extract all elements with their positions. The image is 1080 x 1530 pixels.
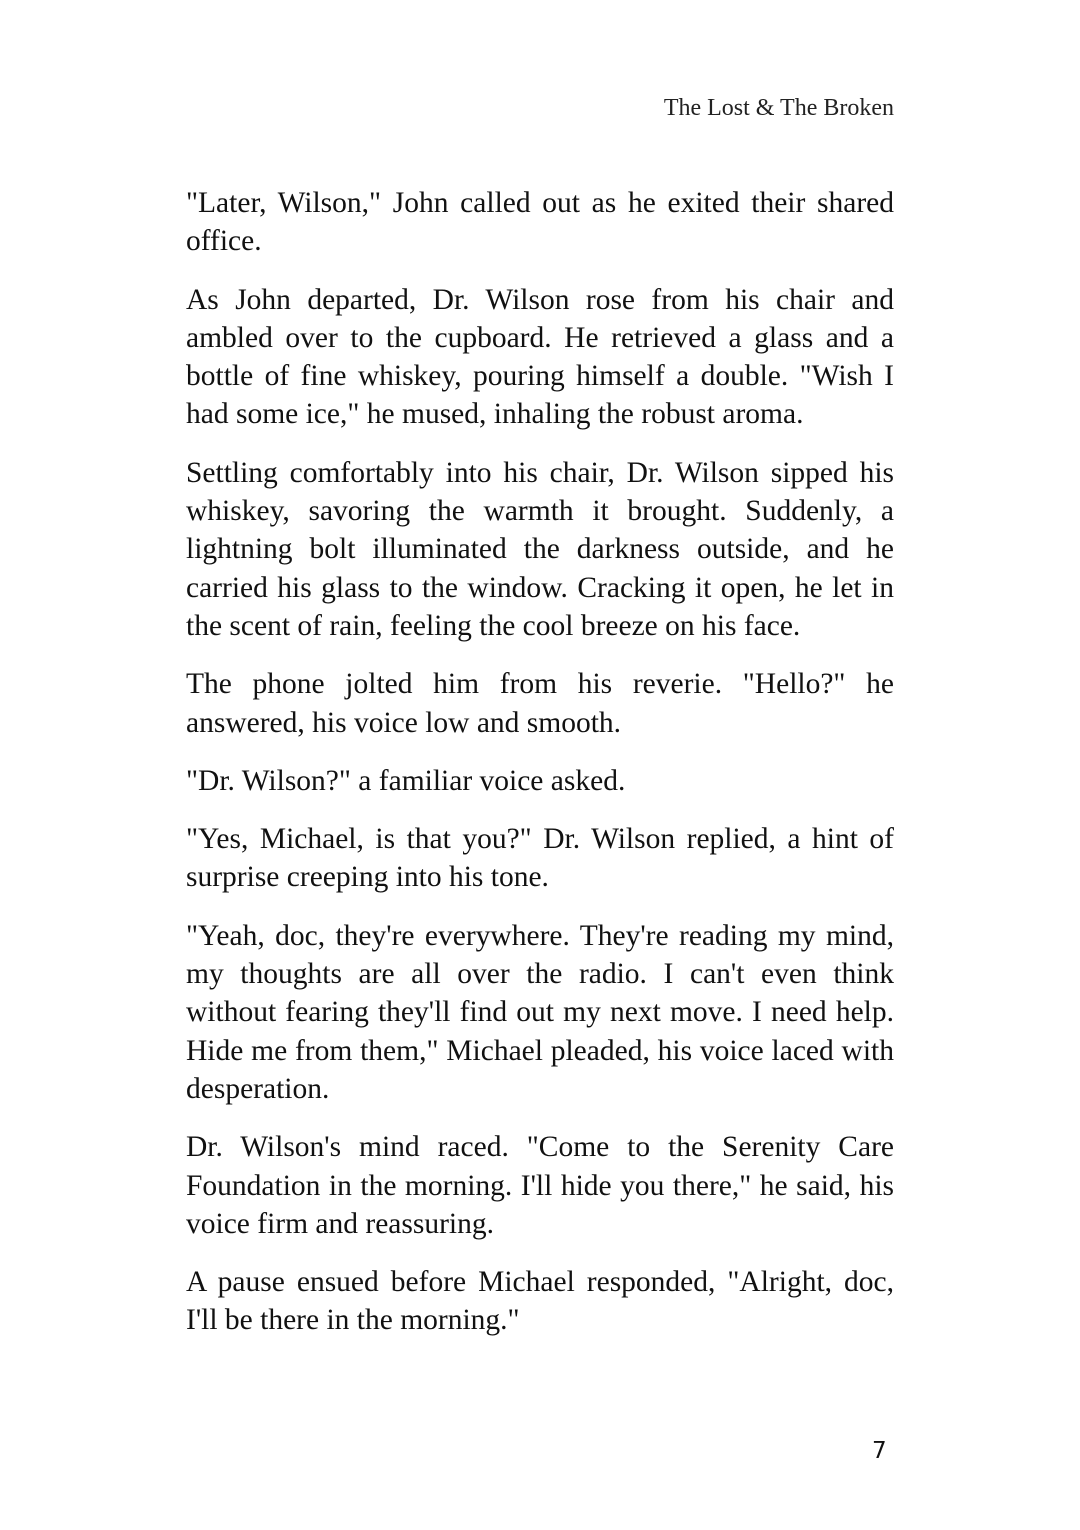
- paragraph: "Later, Wilson," John called out as he exited their shared office.: [186, 187, 894, 258]
- page-number: 7: [872, 1438, 887, 1464]
- paragraph: Dr. Wilson's mind raced. "Come to the Serenity Care Foundation in the morning. I'll hide you there," he said, his voice firm and reassuring.: [186, 1131, 894, 1240]
- paragraph: A pause ensued before Michael responded, "Alright, doc, I'll be there in the morning.": [186, 1266, 894, 1337]
- paragraph: "Yeah, doc, they're everywhere. They're reading my mind, my thoughts are all over the radio. I can't even think without fearing they'll find out my next move. I need help. Hide me from them," Michael pleaded, his voice laced with desperation.: [186, 919, 894, 1105]
- paragraph: "Yes, Michael, is that you?" Dr. Wilson replied, a hint of surprise creeping into his tone.: [186, 823, 894, 894]
- body-text: [186, 184, 894, 1360]
- paragraph: "Dr. Wilson?" a familiar voice asked.: [186, 764, 626, 797]
- running-header: The Lost & The Broken: [663, 95, 894, 121]
- paragraph: As John departed, Dr. Wilson rose from his chair and ambled over to the cupboard. He retrieved a glass and a bottle of fine whiskey, pouring himself a double. "Wish I had some ice," he mused, inhaling the robust aroma.: [186, 283, 894, 431]
- paragraph: Settling comfortably into his chair, Dr. Wilson sipped his whiskey, savoring the warmth it brought. Suddenly, a lightning bolt illuminated the darkness outside, and he carried his glass to the window. Cracking it open, he let in the scent of rain, feeling the cool breeze on his face.: [186, 456, 894, 642]
- paragraph: The phone jolted him from his reverie. "Hello?" he answered, his voice low and smooth.: [186, 668, 894, 739]
